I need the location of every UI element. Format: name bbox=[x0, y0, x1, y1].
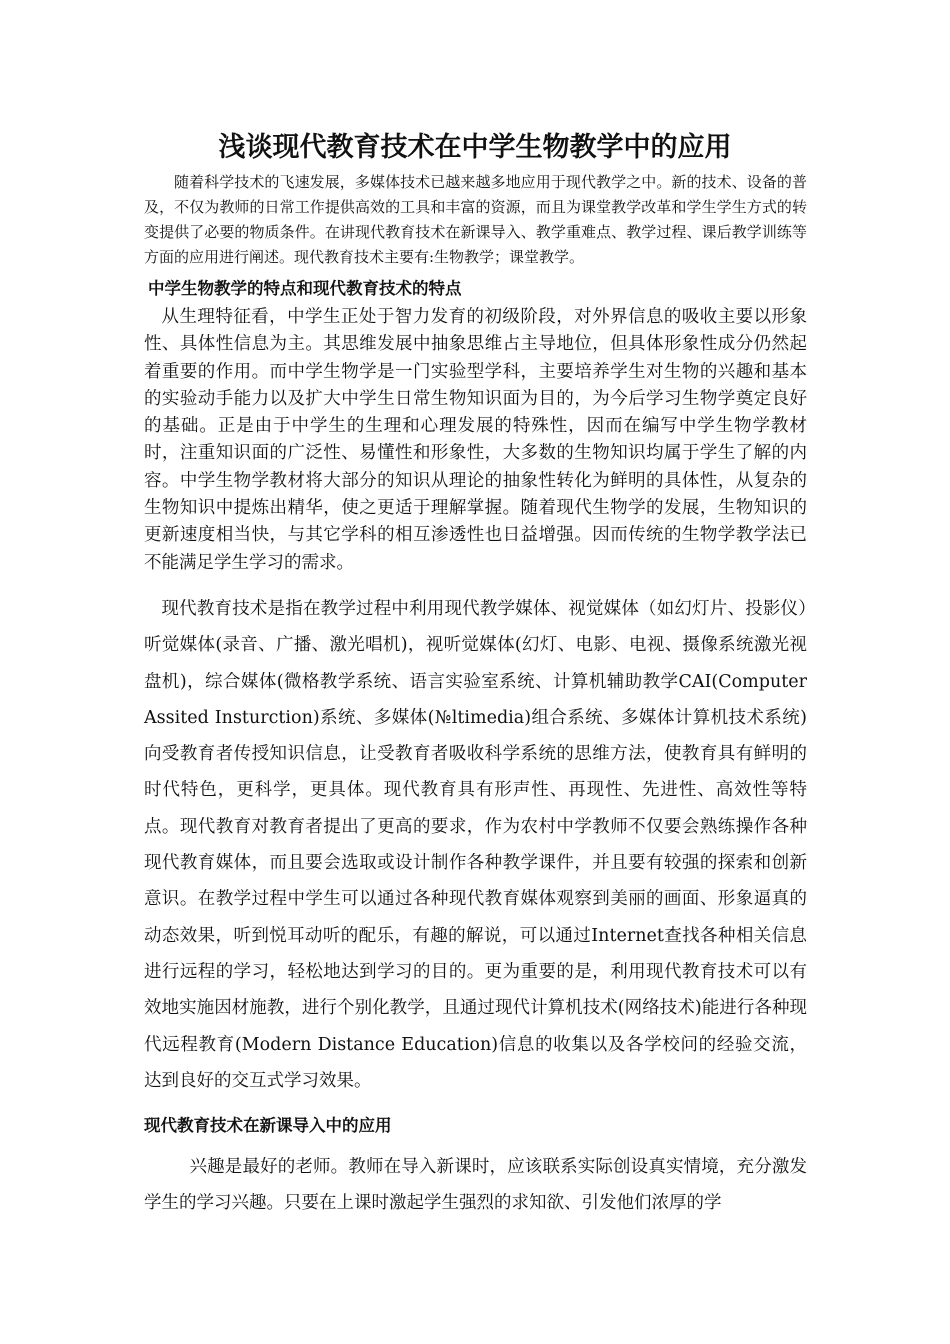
body-paragraph-modern-technology: 现代教育技术是指在教学过程中利用现代教学媒体、视觉媒体（如幻灯片、投影仪）听觉媒体(录音、广播、激光唱机)，视听觉媒体(幻灯、电影、电视、摄像系统激光视盘机)，综合媒体(微格教学系统、语言实验室系统、计算机辅助教学CAI(Computer Assited Insturction)系统、多媒体(№ltimedia)组合系统、多媒体计算机技术系统)向受教育者传授知识信息，让受教育者吸收科学系统的思维方法，使教育具有鲜明的时代特色，更科学，更具体。现代教育具有形声性、再现性、先进性、高效性等特点。现代教育对教育者提出了更高的要求，作为农村中学教师不仅要会熟练操作各种现代教育媒体，而且要会选取或设计制作各种教学课件，并且要有较强的探索和创新意识。在教学过程中学生可以通过各种现代教育媒体观察到美丽的画面、形象逼真的动态效果，听到悦耳动听的配乐，有趣的解说，可以通过Internet查找各种相关信息进行远程的学习，轻松地达到学习的目的。更为重要的是，利用现代教育技术可以有效地实施因材施教，进行个别化教学，且通过现代计算机技术(网络技术)能进行各种现代远程教育(Modern Distance Education)信息的收集以及各学校问的经验交流，达到良好的交互式学习效果。 bbox=[144, 599, 807, 1091]
body-paragraph-physiology: 从生理特征看，中学生正处于智力发育的初级阶段，对外界信息的吸收主要以形象性、具体性信息为主。其思维发展中抽象思维占主导地位，但具体形象性成分仍然起着重要的作用。而中学生物学是一门实验型学科，主要培养学生对生物的兴趣和基本的实验动手能力以及扩大中学生日常生物知识面为目的，为今后学习生物学奠定良好的基础。正是由于中学生的生理和心理发展的特殊性，因而在编写中学生物学教材时，注重知识面的广泛性、易懂性和形象性，大多数的生物知识均属于学生了解的内容。中学生物学教材将大部分的知识从理论的抽象性转化为鲜明的具体性，从复杂的生物知识中提炼出精华，使之更适于理解掌握。随着现代生物学的发展，生物知识的更新速度相当快，与其它学科的相互渗透性也日益增强。因而传统的生物学教学法已不能满足学生学习的需求。 bbox=[144, 307, 807, 573]
section-heading-lesson-introduction: 现代教育技术在新课导入中的应用 bbox=[144, 1116, 392, 1135]
abstract-paragraph: 随着科学技术的飞速发展，多媒体技术已越来越多地应用于现代教学之中。新的技术、设备的普及，不仅为教师的日常工作提供高效的工具和丰富的资源，而且为课堂教学改革和学生学生方式的转变提供了必要的物质条件。在讲现代教育技术在新课导入、教学重难点、教学过程、课后教学训练等方面的应用进行阐述。现代教育技术主要有:生物教学；课堂教学。 bbox=[144, 173, 807, 266]
body-paragraph-interest: 兴趣是最好的老师。教师在导入新课时，应该联系实际创设真实情境，充分激发学生的学习兴趣。只要在上课时激起学生强烈的求知欲、引发他们浓厚的学 bbox=[144, 1157, 807, 1213]
document-title: 浅谈现代教育技术在中学生物教学中的应用 bbox=[218, 132, 732, 163]
section-heading-characteristics: 中学生物教学的特点和现代教育技术的特点 bbox=[148, 279, 462, 298]
